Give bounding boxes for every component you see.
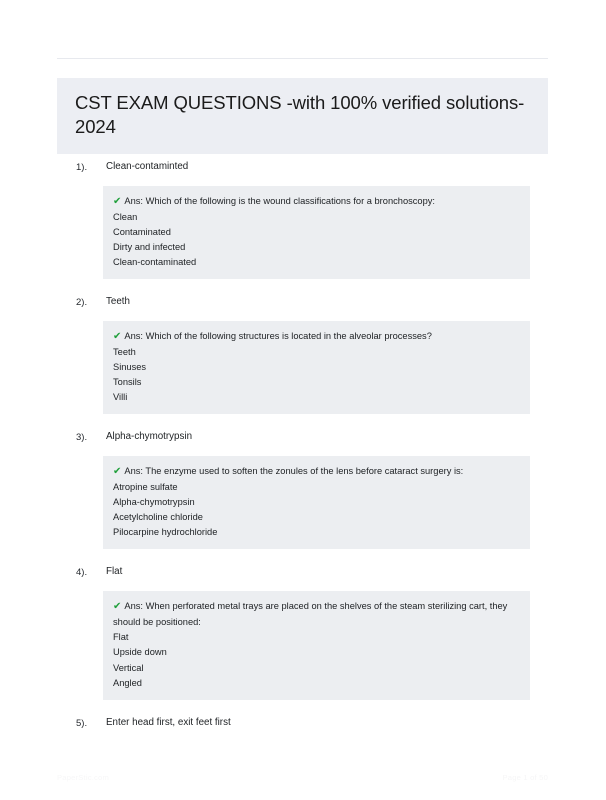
- question-header: [0, 716, 606, 731]
- top-divider: [57, 58, 548, 59]
- question-header: [0, 295, 606, 310]
- check-icon: ✔: [113, 466, 122, 478]
- page-title: CST EXAM QUESTIONS -with 100% verified solutions-2024: [75, 92, 525, 138]
- option-item: Alpha-chymotrypsin: [113, 497, 195, 508]
- option-item: Upside down: [113, 647, 167, 658]
- option-item: Clean-contaminated: [113, 257, 197, 268]
- document-title-banner: [57, 78, 548, 154]
- page-number-label: Page 1 of 50: [502, 773, 548, 782]
- answer-box: [103, 591, 530, 699]
- question-item: [0, 295, 606, 414]
- question-header: [0, 430, 606, 445]
- question-number: 2).: [76, 297, 88, 309]
- question-number: 4).: [76, 567, 88, 579]
- question-item: [0, 716, 606, 731]
- answer-text: When perforated metal trays are placed on the shelves of the steam sterilizing cart, they should be positioned:: [113, 601, 508, 628]
- question-item: [0, 160, 606, 279]
- question-list: [0, 160, 606, 746]
- answer-prefix: Ans:: [124, 195, 143, 206]
- option-item: Acetylcholine chloride: [113, 512, 203, 523]
- question-answer-label: Teeth: [106, 296, 130, 308]
- option-item: Atropine sulfate: [113, 482, 178, 493]
- question-answer-label: Alpha-chymotrypsin: [106, 431, 193, 443]
- question-header: [0, 565, 606, 580]
- check-icon: ✔: [113, 601, 122, 613]
- answer-box: [103, 186, 530, 279]
- question-answer-label: Clean-contaminted: [106, 161, 189, 172]
- option-item: Villi: [113, 392, 128, 403]
- question-number: 3).: [76, 432, 88, 444]
- check-icon: ✔: [113, 195, 122, 207]
- check-icon: ✔: [113, 330, 122, 342]
- option-item: Dirty and infected: [113, 242, 186, 253]
- question-item: [0, 565, 606, 699]
- answer-text: Which of the following structures is located in the alveolar processes?: [145, 330, 432, 341]
- question-header: [0, 160, 606, 175]
- answer-text: Which of the following is the wound classifications for a bronchoscopy:: [145, 195, 435, 206]
- question-answer-label: Flat: [106, 566, 123, 578]
- option-item: Teeth: [113, 347, 136, 358]
- answer-box: [103, 321, 530, 414]
- question-answer-label: Enter head first, exit feet first: [106, 716, 231, 728]
- question-number: 1).: [76, 162, 88, 173]
- option-item: Angled: [113, 677, 142, 688]
- answer-text: The enzyme used to soften the zonules of the lens before cataract surgery is:: [145, 466, 464, 477]
- option-item: Tonsils: [113, 377, 142, 388]
- question-number: 5).: [76, 717, 88, 729]
- watermark-label: PaperStic.com: [57, 773, 109, 782]
- option-item: Pilocarpine hydrochloride: [113, 527, 218, 538]
- answer-statement: [113, 599, 520, 630]
- option-item: Vertical: [113, 662, 144, 673]
- question-item: [0, 430, 606, 549]
- option-item: Contaminated: [113, 227, 171, 237]
- page-footer: [57, 773, 548, 782]
- answer-statement: [113, 329, 520, 345]
- answer-prefix: Ans:: [124, 601, 143, 612]
- option-item: Sinuses: [113, 362, 147, 373]
- answer-statement: [113, 464, 520, 480]
- option-item: Clean: [113, 211, 138, 222]
- answer-prefix: Ans:: [124, 466, 143, 477]
- answer-statement: [113, 194, 520, 210]
- option-item: Flat: [113, 632, 129, 643]
- answer-box: [103, 456, 530, 549]
- answer-prefix: Ans:: [124, 330, 143, 341]
